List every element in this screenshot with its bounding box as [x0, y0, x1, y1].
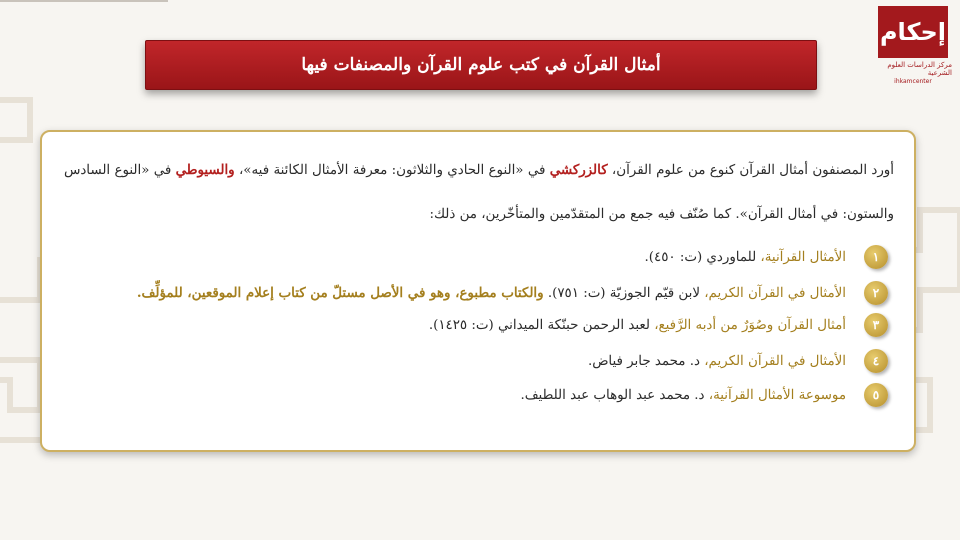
book-author: د. محمد جابر فياض.	[587, 353, 705, 369]
number-badge: ٢	[864, 281, 888, 305]
list-item	[102, 348, 888, 374]
item-text	[588, 354, 846, 369]
book-author: للماوردي (ت: ٤٥٠).	[644, 249, 761, 265]
logo-caption: مركز الدراسات العلوم الشرعية	[887, 61, 952, 77]
book-title: الأمثال في القرآن الكريم،	[704, 353, 846, 369]
logo-mark: إحكام	[878, 6, 948, 58]
item-text	[429, 318, 846, 333]
list-item	[102, 382, 888, 408]
zarkashi-name: كالزركشي	[549, 162, 608, 178]
book-author: لابن قيّم الجوزيّة (ت: ٧٥١).	[543, 286, 705, 301]
suyuti-name: والسيوطي	[175, 162, 235, 178]
intro-text-1: أورد المصنفون أمثال القرآن كنوع من علوم القرآن،	[607, 163, 894, 178]
item-text	[520, 388, 846, 403]
item-text	[645, 250, 846, 265]
book-title: الأمثال في القرآن الكريم،	[704, 286, 846, 301]
logo	[874, 6, 952, 90]
intro-text-3: في «النوع السادس والستون: في أمثال القرآن». كما صُنّف فيه جمع من المتقدّمين والمتأخّرين، من ذلك:	[64, 163, 894, 222]
intro-paragraph	[64, 148, 894, 237]
number-badge: ١	[864, 245, 888, 269]
list-item	[102, 280, 888, 306]
list-item	[102, 244, 888, 270]
item-text	[137, 285, 846, 301]
page-title: أمثال القرآن في كتب علوم القرآن والمصنفات فيها	[145, 40, 817, 90]
book-title: موسوعة الأمثال القرآنية،	[708, 387, 846, 403]
book-author: لعبد الرحمن حبنّكة الميداني (ت: ١٤٢٥).	[428, 317, 655, 333]
number-badge: ٣	[864, 313, 888, 337]
number-badge: ٥	[864, 383, 888, 407]
content-panel	[40, 130, 916, 452]
book-title: أمثال القرآن وصُوَرٌ من أدبه الرَّفيع،	[654, 317, 846, 333]
book-title: الأمثال القرآنية،	[760, 249, 846, 265]
number-badge: ٤	[864, 349, 888, 373]
logo-caption-latin: ihkamcenter	[894, 78, 932, 85]
book-note: والكتاب مطبوع، وهو في الأصل مستلّ من كتاب إعلام الموقعين، للمؤلِّف.	[136, 285, 544, 301]
intro-text-2: في «النوع الحادي والثلاثون: معرفة الأمثال الكائنة فيه»،	[234, 163, 550, 178]
top-border-line	[0, 0, 168, 2]
book-author: د. محمد عبد الوهاب عبد اللطيف.	[520, 387, 709, 403]
list-item	[102, 312, 888, 338]
